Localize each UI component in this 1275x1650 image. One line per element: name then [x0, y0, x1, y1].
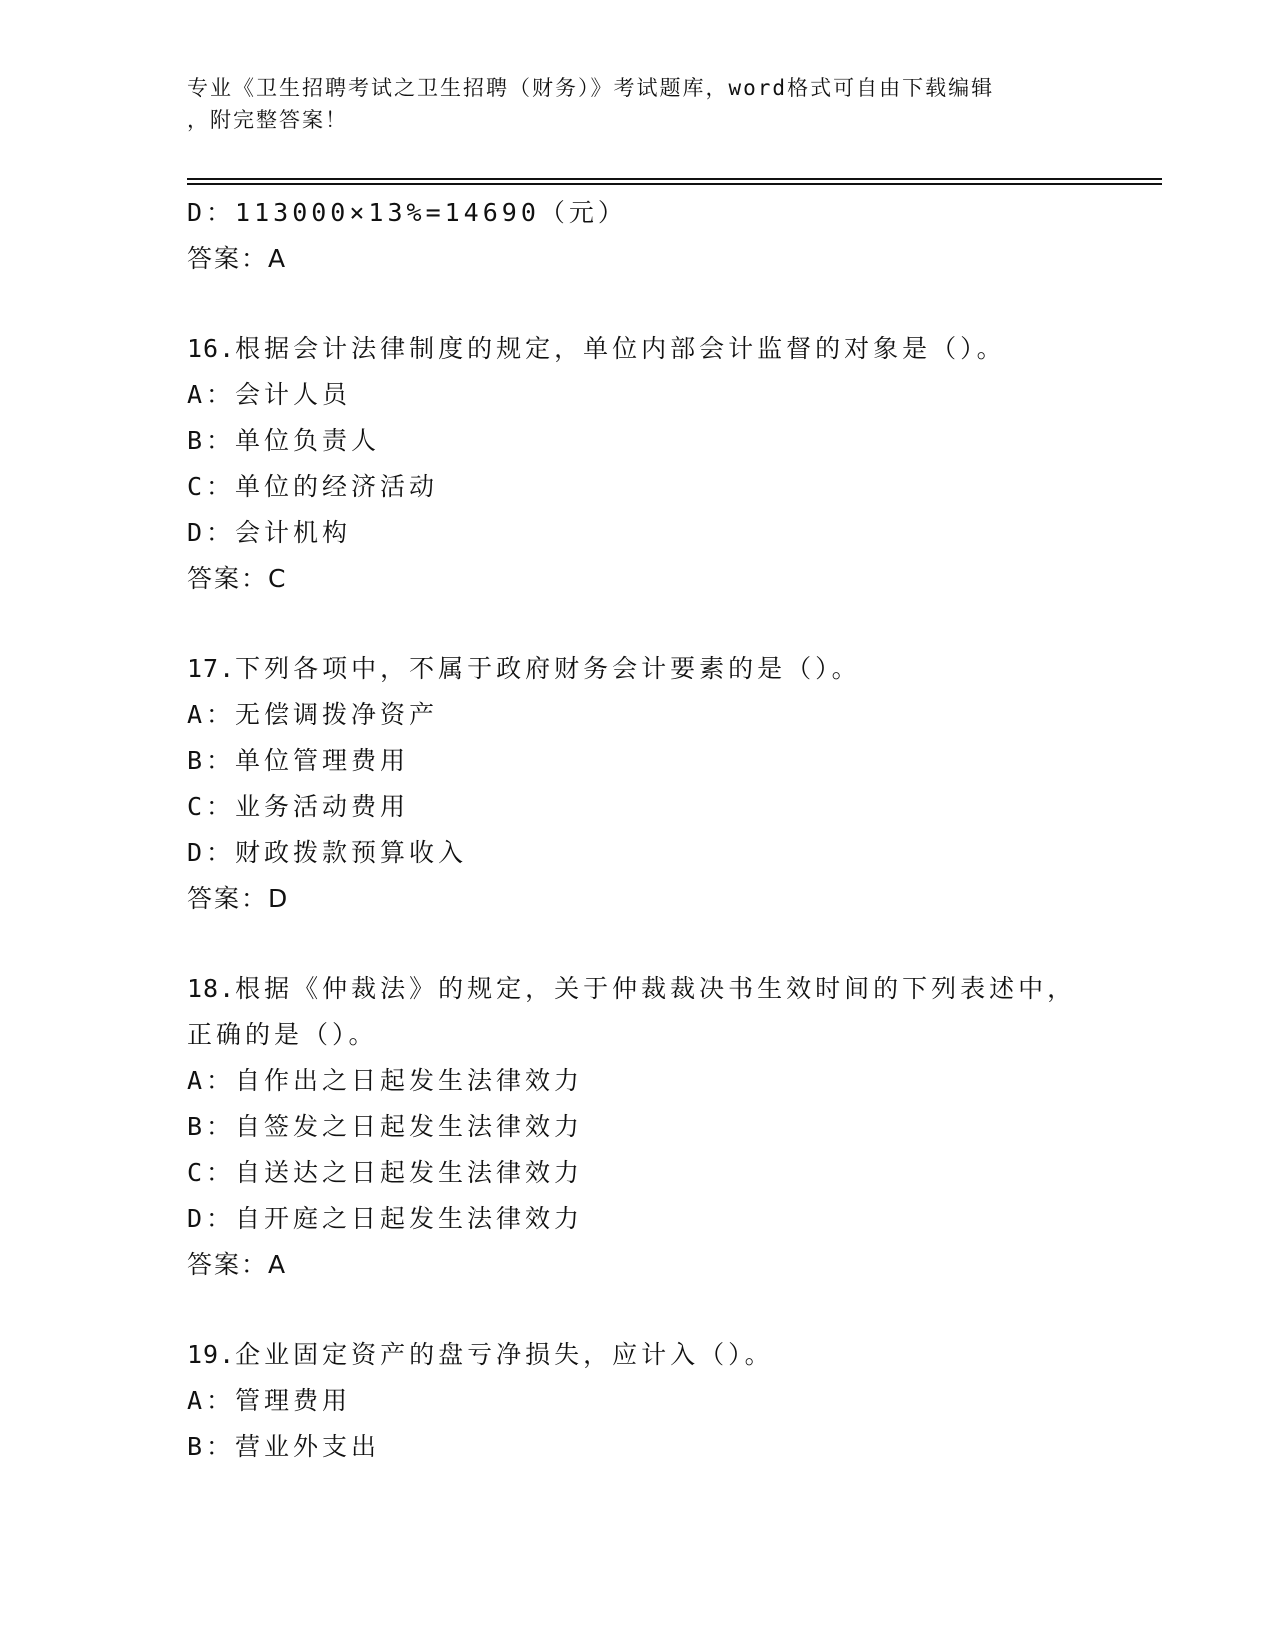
option-d: D：会计机构: [187, 518, 352, 547]
answer-line: 答案：C: [187, 564, 288, 593]
header-line-2: ，附完整答案！: [187, 108, 348, 132]
option-d: D：财政拨款预算收入: [187, 838, 468, 867]
question-16: [187, 326, 1147, 602]
option-a: A：会计人员: [187, 380, 352, 409]
question-number: 19.: [187, 1340, 236, 1369]
question-18: [187, 966, 1147, 1288]
header-divider-bottom: [187, 183, 1162, 185]
option-a: A：管理费用: [187, 1386, 352, 1415]
answer-line: 答案：A: [187, 1250, 288, 1279]
option-d: D：113000×13%=14690（元）: [187, 198, 627, 227]
option-a: A：无偿调拨净资产: [187, 700, 439, 729]
question-17: [187, 646, 1147, 922]
option-b: B：单位管理费用: [187, 746, 410, 775]
option-b: B：单位负责人: [187, 426, 381, 455]
option-c: C：业务活动费用: [187, 792, 410, 821]
option-b: B：营业外支出: [187, 1432, 381, 1461]
partial-question-15: [187, 190, 1147, 282]
question-list: [187, 190, 1147, 1470]
question-stem: [187, 1332, 1147, 1378]
answer-line: 答案：D: [187, 884, 290, 913]
question-text-continued: 正确的是（）。: [187, 1020, 378, 1049]
question-text: 根据《仲裁法》的规定，关于仲裁裁决书生效时间的下列表述中，: [235, 974, 1077, 1003]
question-text: 根据会计法律制度的规定，单位内部会计监督的对象是（）。: [235, 334, 1006, 363]
question-stem: [187, 966, 1147, 1012]
question-number: 16.: [187, 334, 236, 363]
document-header: [187, 72, 1087, 136]
question-number: 17.: [187, 654, 236, 683]
question-stem: [187, 326, 1147, 372]
answer-line: 答案：A: [187, 244, 288, 273]
option-d: D：自开庭之日起发生法律效力: [187, 1204, 584, 1233]
question-number: 18.: [187, 974, 236, 1003]
option-b: B：自签发之日起发生法律效力: [187, 1112, 584, 1141]
option-c: C：单位的经济活动: [187, 472, 439, 501]
question-19: [187, 1332, 1147, 1470]
header-divider-top: [187, 178, 1162, 180]
header-line-1: 专业《卫生招聘考试之卫生招聘（财务）》考试题库，word格式可自由下载编辑: [187, 76, 995, 100]
option-a: A：自作出之日起发生法律效力: [187, 1066, 584, 1095]
option-c: C：自送达之日起发生法律效力: [187, 1158, 584, 1187]
question-text: 企业固定资产的盘亏净损失，应计入（）。: [235, 1340, 774, 1369]
question-text: 下列各项中，不属于政府财务会计要素的是（）。: [235, 654, 861, 683]
question-stem: [187, 646, 1147, 692]
